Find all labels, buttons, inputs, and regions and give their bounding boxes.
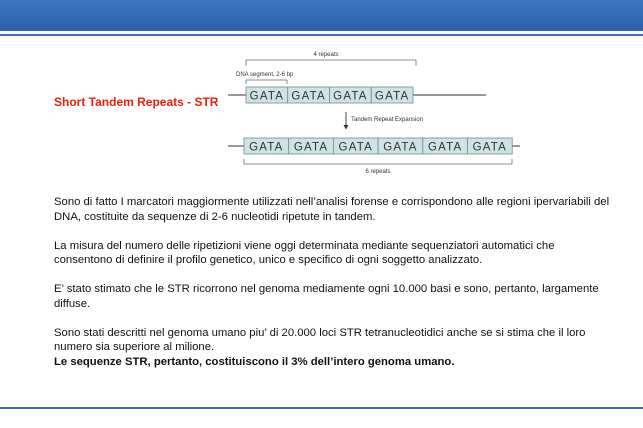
paragraph-genome-share: Le sequenze STR, pertanto, costituiscono il 3% dell’intero genoma umano. xyxy=(54,355,455,368)
top-bracket xyxy=(246,60,416,66)
sequence-cell xyxy=(246,87,288,103)
sequence-cell-text: GATA xyxy=(472,141,508,154)
segment-bracket xyxy=(246,80,287,84)
sequence-cell-text: GATA xyxy=(333,90,368,103)
sequence-cell-text: GATA xyxy=(383,141,418,154)
top-sequence-row xyxy=(246,87,413,103)
bottom-bracket xyxy=(244,159,512,164)
expansion-arrow-icon xyxy=(344,112,349,130)
header-band xyxy=(0,0,643,31)
paragraph-loci xyxy=(54,326,614,370)
sequence-cell-text: GATA xyxy=(374,90,410,103)
bottom-bracket-label: 6 repeats xyxy=(365,169,391,175)
sequence-cell xyxy=(289,138,334,154)
sequence-cell xyxy=(371,87,413,103)
paragraph-frequency: E’ stato stimato che le STR ricorrono nel genoma mediamente ogni 10.000 basi e sono, pertanto, largamente diffuse. xyxy=(54,283,599,310)
sequence-cell-text: GATA xyxy=(249,90,285,103)
sequence-cell xyxy=(378,138,423,154)
sequence-cell-text: GATA xyxy=(249,141,284,154)
sequence-cell xyxy=(330,87,372,103)
header-divider xyxy=(0,34,643,36)
paragraph-forensic-markers: Sono di fatto I marcatori maggiormente utilizzati nell’analisi forense e corrispondono alle regioni ipervariabili del DNA, costituite da sequenze di 2-6 nucleotidi ripetute in tandem. xyxy=(54,196,610,223)
sequence-cell-text: GATA xyxy=(338,141,373,154)
sequence-cell xyxy=(288,87,330,103)
sequence-cell-text: GATA xyxy=(427,141,463,154)
bottom-sequence-row xyxy=(244,138,512,154)
sequence-cell xyxy=(423,138,468,154)
footer-divider xyxy=(0,407,643,409)
top-bracket-label: 4 repeats xyxy=(313,52,339,58)
segment-label: DNA segment, 2-6 bp xyxy=(236,72,294,78)
body-text xyxy=(54,195,614,369)
sequence-cell xyxy=(244,138,289,154)
sequence-cell xyxy=(468,138,513,154)
sequence-cell-text: GATA xyxy=(291,90,326,103)
sequence-cell xyxy=(333,138,378,154)
slide-title: Short Tandem Repeats - STR xyxy=(54,95,219,109)
paragraph-loci-text: Sono stati descritti nel genoma umano piu’ di 20.000 loci STR tetranucleotidici anche se si stima che il loro numero sia superiore al milione. xyxy=(54,326,586,353)
sequence-cell-text: GATA xyxy=(293,141,329,154)
str-diagram xyxy=(226,46,526,178)
paragraph-sequencing: La misura del numero delle ripetizioni viene oggi determinata mediante sequenziatori automatici che consentono di definire il profilo genetico, unico e specifico di ogni soggetto analizzato. xyxy=(54,239,555,266)
expansion-label: Tandem Repeat Expansion xyxy=(351,117,424,123)
